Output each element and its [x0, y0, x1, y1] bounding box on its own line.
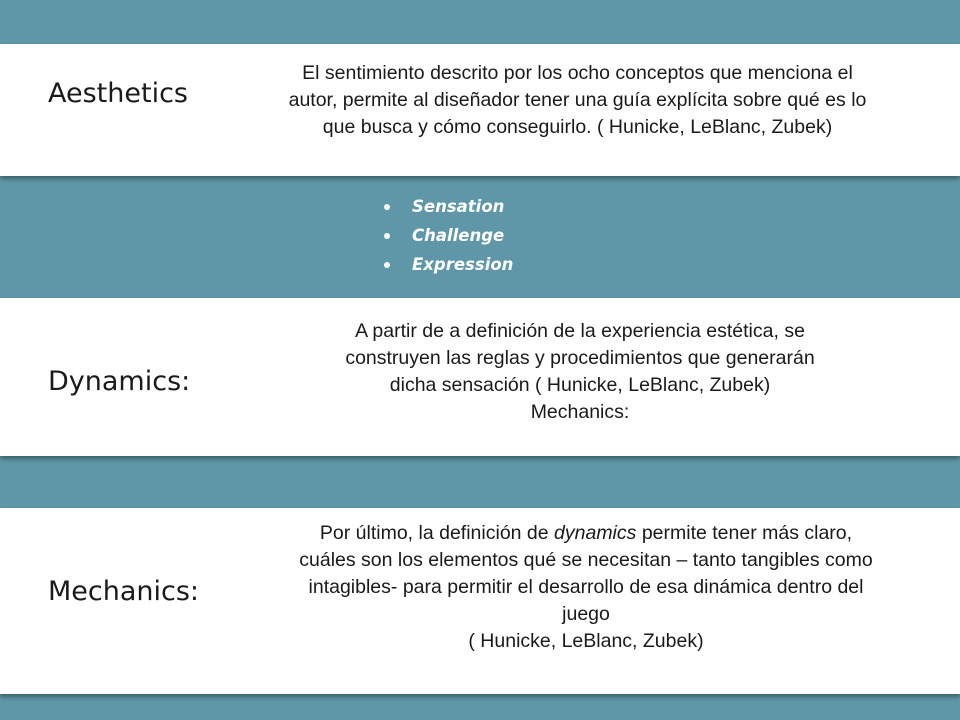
bullet-item [380, 221, 513, 250]
mechanics-line [222, 520, 950, 547]
aesthetics-line: que busca y cómo conseguirlo. ( Hunicke, LeBlanc, Zubek) [322, 116, 833, 138]
mechanics-description [222, 520, 950, 655]
bullet-item [380, 250, 513, 279]
dynamics-line: construyen las reglas y procedimientos que generarán [345, 347, 815, 369]
bullet-label: Challenge [412, 226, 505, 245]
dynamics-term: dynamics [554, 522, 637, 544]
dynamics-line: dicha sensación ( Hunicke, LeBlanc, Zubek) [389, 374, 771, 396]
aesthetics-section [0, 44, 960, 176]
mechanics-section [0, 508, 960, 694]
dynamics-section [0, 298, 960, 456]
bullet-dot-icon [384, 262, 390, 268]
dynamics-heading: Dynamics: [48, 366, 191, 397]
bullet-label: Sensation [412, 197, 505, 216]
dynamics-description [270, 318, 890, 426]
mechanics-heading: Mechanics: [48, 576, 200, 607]
mechanics-line: intagibles- para permitir el desarrollo de esa dinámica dentro del [308, 576, 864, 598]
dynamics-line: A partir de a definición de la experiencia estética, se [355, 320, 805, 342]
mechanics-line-start: Por último, la definición de [319, 522, 555, 544]
aesthetics-heading: Aesthetics [48, 78, 188, 109]
bullet-label: Expression [412, 255, 514, 274]
bullet-item [380, 192, 513, 221]
mechanics-line: juego [562, 603, 610, 625]
aesthetics-line: autor, permite al diseñador tener una guía explícita sobre qué es lo [288, 89, 867, 111]
bullet-dot-icon [384, 233, 390, 239]
aesthetics-bullet-list [380, 192, 513, 279]
mechanics-line: ( Hunicke, LeBlanc, Zubek) [468, 630, 704, 652]
bullet-dot-icon [384, 204, 390, 210]
aesthetics-description [210, 60, 945, 141]
mechanics-line: cuáles son los elementos qué se necesitan – tanto tangibles como [299, 549, 873, 571]
mechanics-line-end: permite tener más claro, [636, 522, 853, 544]
dynamics-line: Mechanics: [530, 401, 630, 423]
aesthetics-line: El sentimiento descrito por los ocho conceptos que menciona el [302, 62, 853, 84]
